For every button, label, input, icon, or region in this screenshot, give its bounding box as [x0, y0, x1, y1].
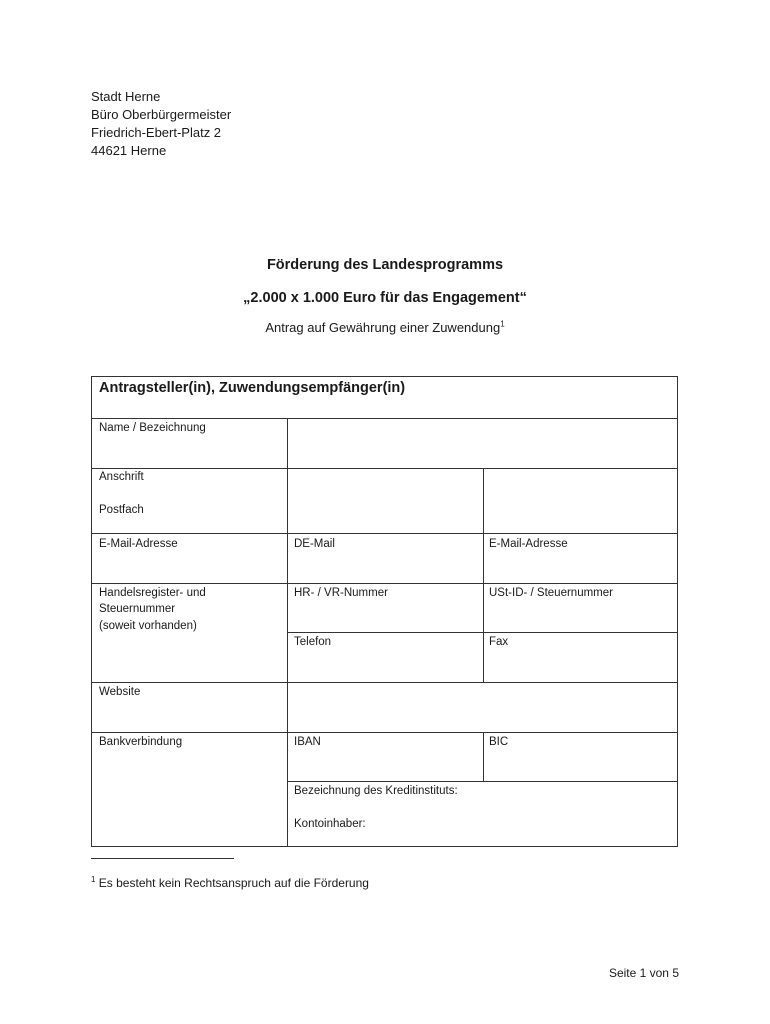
document-subtitle: [0, 320, 770, 335]
ust-id-label: USt-ID- / Steuernummer: [489, 587, 613, 599]
column-divider: [287, 418, 288, 846]
recipient-line-3: Friedrich-Ebert-Platz 2: [91, 125, 222, 140]
bank-label: Bankverbindung: [99, 736, 183, 748]
recipient-address: [91, 88, 231, 160]
document-title: Förderung des Landesprogramms: [266, 257, 504, 273]
program-name: „2.000 x 1.000 Euro für das Engagement“: [243, 290, 527, 306]
row-divider: [287, 632, 677, 633]
row-divider: [92, 533, 677, 534]
email-label-2: E-Mail-Adresse: [489, 538, 568, 550]
demail-label: DE-Mail: [294, 538, 335, 550]
page-number: Seite 1 von 5: [608, 966, 679, 980]
subtitle-text: Antrag auf Gewährung einer Zuwendung: [265, 320, 501, 335]
footnote-separator: [91, 858, 234, 859]
column-divider: [483, 533, 484, 682]
row-divider: [92, 583, 677, 584]
phone-label: Telefon: [294, 636, 332, 648]
form-heading: Antragsteller(in), Zuwendungsempfänger(in): [99, 380, 406, 396]
recipient-line-4: 44621 Herne: [91, 143, 167, 158]
applicant-form: [91, 376, 678, 847]
email-label: E-Mail-Adresse: [99, 538, 178, 550]
postbox-label: Postfach: [99, 504, 144, 516]
row-divider: [92, 468, 677, 469]
row-divider: [92, 418, 677, 419]
fax-label: Fax: [489, 636, 509, 648]
address-label: Anschrift: [99, 471, 144, 483]
footnote-text: Es besteht kein Rechtsanspruch auf die Förderung: [98, 876, 369, 890]
account-holder-label: Kontoinhaber:: [294, 818, 366, 830]
row-divider: [92, 732, 677, 733]
register-label-1: Handelsregister- und: [99, 587, 206, 599]
footnote-marker: 1: [91, 875, 96, 884]
name-label: Name / Bezeichnung: [99, 422, 206, 434]
register-label-3: (soweit vorhanden): [99, 620, 197, 632]
bic-label: BIC: [489, 736, 509, 748]
bank-institute-label: Bezeichnung des Kreditinstituts:: [294, 785, 458, 797]
register-label-2: Steuernummer: [99, 603, 176, 615]
recipient-line-2: Büro Oberbürgermeister: [91, 107, 232, 122]
website-label: Website: [99, 686, 141, 698]
row-divider: [287, 781, 677, 782]
row-divider: [92, 682, 677, 683]
footnote: [91, 876, 369, 890]
recipient-line-1: Stadt Herne: [91, 89, 161, 104]
hr-number-label: HR- / VR-Nummer: [294, 587, 388, 599]
column-divider: [483, 468, 484, 533]
column-divider: [483, 732, 484, 781]
footnote-reference: 1: [500, 319, 505, 329]
iban-label: IBAN: [294, 736, 321, 748]
